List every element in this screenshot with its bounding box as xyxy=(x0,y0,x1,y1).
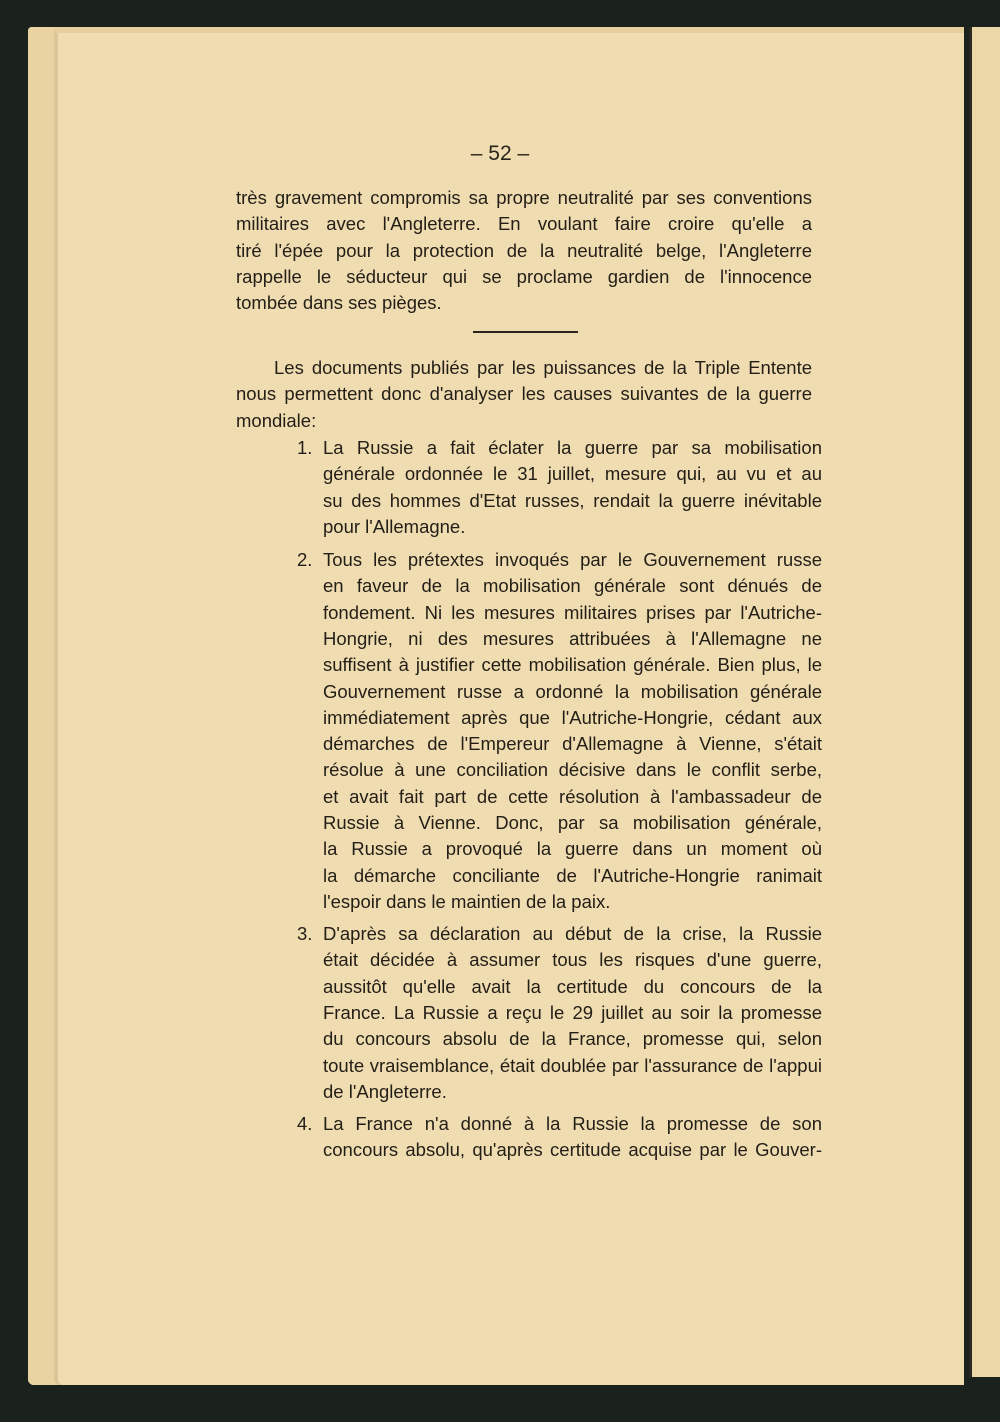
text-line: la Russie a provoqué la guerre dans un moment où xyxy=(323,838,822,860)
text-line: résolue à une conciliation décisive dans le conflit serbe, xyxy=(323,759,822,781)
text-line: aussitôt qu'elle avait la certitude du concours de la xyxy=(323,975,822,997)
text-line: La Russie a fait éclater la guerre par sa mobilisation xyxy=(323,437,822,458)
text-line: mondiale: xyxy=(236,409,317,431)
text-line: l'espoir dans le maintien de la paix. xyxy=(323,890,611,912)
text-line: Hongrie, ni des mesures attribuées à l'Allemagne ne xyxy=(323,627,822,649)
text-line: La France n'a donné à la Russie la promesse de son xyxy=(323,1113,822,1134)
text-line: très gravement compromis sa propre neutralité par ses conventions xyxy=(236,187,812,208)
text-line: du concours absolu de la France, promesse qui, selon xyxy=(323,1028,822,1050)
text-line: et avait fait part de cette résolution à l'ambassadeur de xyxy=(323,785,822,807)
text-line: su des hommes d'Etat russes, rendait la guerre inévitable xyxy=(323,489,822,511)
page-number: – 52 – xyxy=(470,142,530,165)
text-line: générale ordonnée le 31 juillet, mesure qui, au vu et au xyxy=(323,463,822,485)
list-number: 4. xyxy=(297,1113,313,1134)
text-line: suffisent à justifier cette mobilisation générale. Bien plus, le xyxy=(323,654,822,676)
text-line: était décidée à assumer tous les risques d'une guerre, xyxy=(323,949,822,971)
text-line: tiré l'épée pour la protection de la neutralité belge, l'Angleterre xyxy=(236,239,812,261)
text-line: nous permettent donc d'analyser les causes suivantes de la guerre xyxy=(236,383,812,405)
list-number: 2. xyxy=(297,549,313,570)
text-line: pour l'Allemagne. xyxy=(323,515,466,537)
list-number: 1. xyxy=(297,437,313,458)
text-line: de l'Angleterre. xyxy=(323,1080,447,1102)
text-line: toute vraisemblance, était doublée par l'assurance de l'appui xyxy=(323,1054,822,1076)
text-line: tombée dans ses pièges. xyxy=(236,292,442,314)
text-line: concours absolu, qu'après certitude acquise par le Gouver- xyxy=(323,1139,822,1161)
text-line: militaires avec l'Angleterre. En voulant faire croire qu'elle a xyxy=(236,213,812,235)
text-line: France. La Russie a reçu le 29 juillet au soir la promesse xyxy=(323,1001,822,1023)
text-line: fondement. Ni les mesures militaires prises par l'Autriche- xyxy=(323,601,822,623)
text-line: démarches de l'Empereur d'Allemagne à Vienne, s'était xyxy=(323,733,822,755)
text-line: immédiatement après que l'Autriche-Hongrie, cédant aux xyxy=(323,706,822,728)
text-line: en faveur de la mobilisation générale sont dénués de xyxy=(323,575,822,597)
text-line: rappelle le séducteur qui se proclame gardien de l'innocence xyxy=(236,265,812,287)
text-line: Tous les prétextes invoqués par le Gouvernement russe xyxy=(323,549,822,570)
text-line: D'après sa déclaration au début de la crise, la Russie xyxy=(323,923,822,944)
text-line: la démarche conciliante de l'Autriche-Hongrie ranimait xyxy=(323,864,822,886)
text-line: Russie à Vienne. Donc, par sa mobilisation générale, xyxy=(323,812,822,833)
page-top-edge xyxy=(55,27,964,33)
list-number: 3. xyxy=(297,923,313,944)
text-line: Les documents publiés par les puissances de la Triple Entente xyxy=(274,357,812,378)
facing-page-edge xyxy=(969,27,1000,1377)
section-divider xyxy=(473,331,578,333)
text-line: Gouvernement russe a ordonné la mobilisation générale xyxy=(323,680,822,702)
